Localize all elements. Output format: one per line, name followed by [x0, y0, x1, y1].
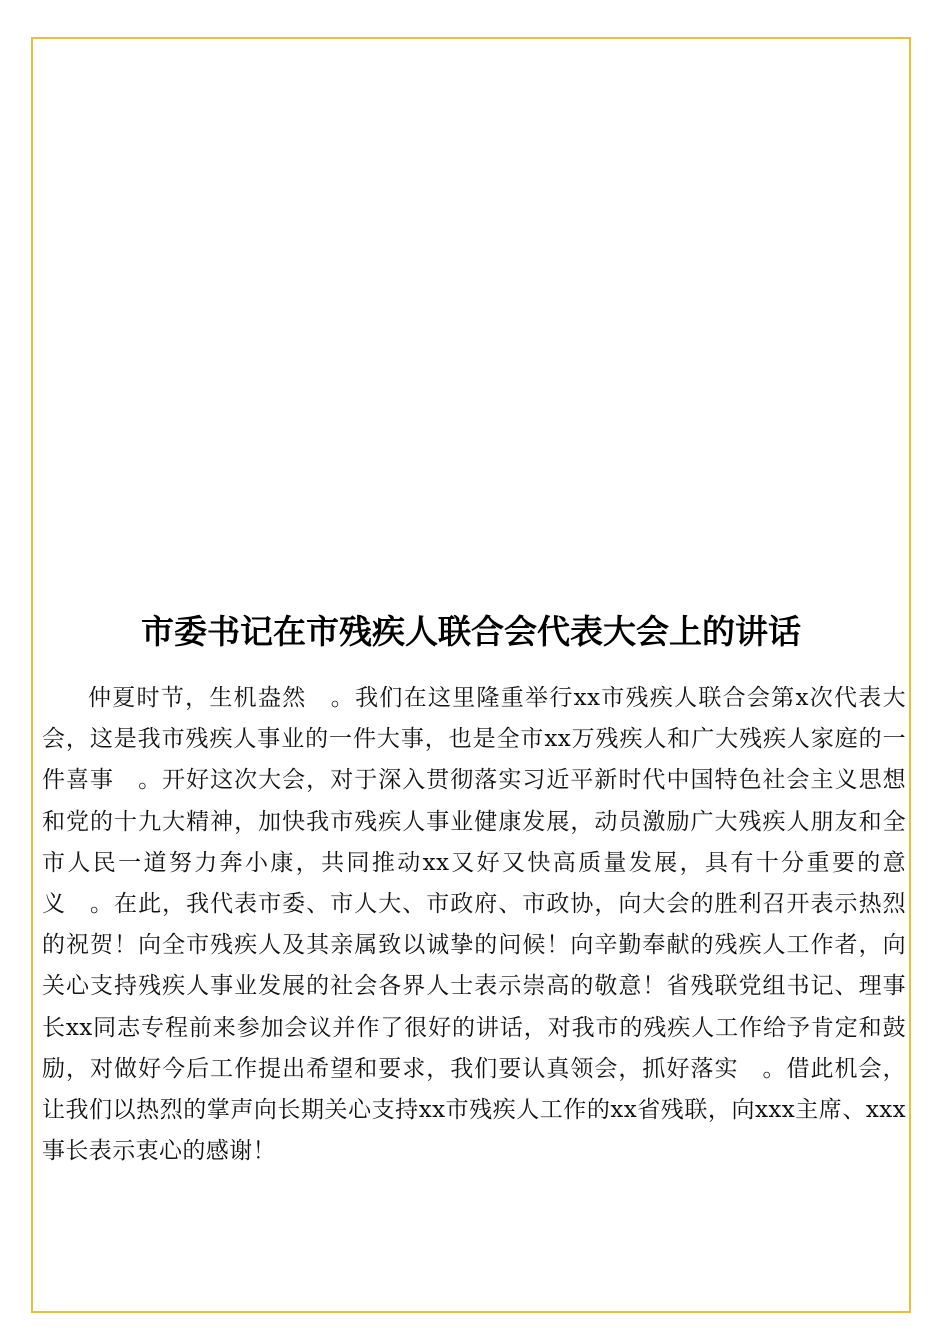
document-title: 市委书记在市残疾人联合会代表大会上的讲话	[141, 612, 801, 652]
body-paragraph: 仲夏时节，生机盎然 。我们在这里隆重举行xx市残疾人联合会第x次代表大会，这是我市残疾人事业的一件大事，也是全市xx万残疾人和广大残疾人家庭的一件喜事 。开好这次大会，对于深入贯彻落实习近平新时代中国特色社会主义思想和党的十九大精神，加快我市残疾人事业健康发展，动员激励广大残疾人朋友和全市人民一道努力奔小康，共同推动xx又好又快高质量发展，具有十分重要的意义 。在此，我代表市委、市人大、市政府、市政协，向大会的胜利召开表示热烈的祝贺！向全市残疾人及其亲属致以诚挚的问候！向辛勤奉献的残疾人工作者，向关心支持残疾人事业发展的社会各界人士表示崇高的敬意！省残联党组书记、理事长xx同志专程前来参加会议并作了很好的讲话，对我市的残疾人工作给予肯定和鼓励，对做好今后工作提出希望和要求，我们要认真领会，抓好落实 。借此机会，让我们以热烈的掌声向长期关心支持xx市残疾人工作的xx省残联，向xxx主席、xxx事长表示衷心的感谢！	[42, 685, 906, 1165]
